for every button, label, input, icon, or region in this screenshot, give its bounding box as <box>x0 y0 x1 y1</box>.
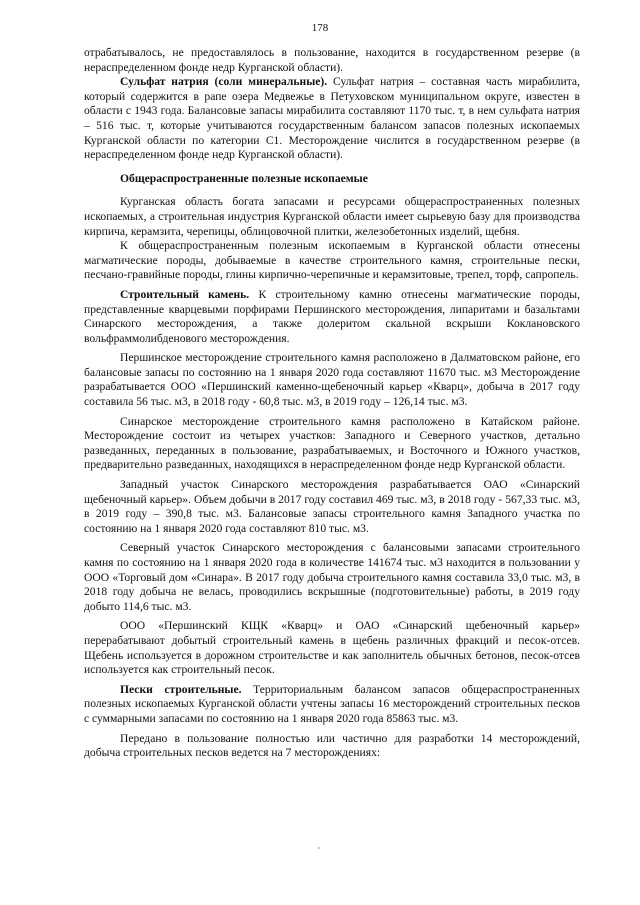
paragraph-sand-extraction: Передано в пользование полностью или частично для разработки 14 месторождений, добыча строительных песков ведется на 7 месторождениях: <box>84 731 580 760</box>
paragraph-text: К строительному камню отнесены магматические породы, представленные кварцевыми порфирами Першинского месторождения, липаритами и базальтами Синарского месторождения, а также долеритом скальной вскрыши Коклановского вольфраммолибденового месторождения. <box>84 287 580 345</box>
page-number: 178 <box>311 22 329 34</box>
paragraph-sinarskoe-deposit: Синарское месторождение строительного камня расположено в Катайском районе. Месторождение состоит из четырех участков: Западного и Северного участков, детально разведанных, переданных в пользование, разрабатываемых, и Восточного и Южного участков, предварительно разведанных, находящихся в нераспределенном фонде недр Курганской области. <box>84 414 580 472</box>
paragraph-northern-section: Северный участок Синарского месторождения с балансовыми запасами строительного камня по состоянию на 1 января 2020 года в количестве 141674 тыс. м3 находится в пользовании у ООО «Торговый дом «Синара». В 2017 году добыча строительного камня составила 33,0 тыс. м3, в 2018 году добыча не велась, проводились вскрышные (подготовительные) работы, в 2019 году добыто 114,6 тыс. м3. <box>84 541 580 613</box>
paragraph-text: Территориальным балансом запасов общераспространенных полезных ископаемых Курганской области учтены запасы 16 месторождений строительных песков с суммарными запасами по состоянию на 1 января 2020 года 85863 тыс. м3. <box>84 682 581 725</box>
paragraph-sodium-sulfate <box>84 75 580 163</box>
paragraph-region-resources: Курганская область богата запасами и ресурсами общераспространенных полезных ископаемых, а строительная индустрия Курганской области имеет сырьевую базу для производства кирпича, керамзита, черепицы, облицовочной плитки, железобетонных изделий, щебня. <box>84 195 580 238</box>
section-heading: Общераспространенные полезные ископаемые <box>120 171 368 185</box>
paragraph-lead: Сульфат натрия (соли минеральные). <box>120 75 328 89</box>
scan-speck <box>318 847 320 849</box>
paragraph-crushed-stone: ООО «Першинский КЩК «Кварц» и ОАО «Синарский щебеночный карьер» перерабатывают добытый строительный камень в щебень различных фракций и песок-отсев. Щебень используется в дорожном строительстве и как заполнитель обычных бетонов, песок-отсев используется как строительный песок. <box>84 619 580 677</box>
paragraph-western-section: Западный участок Синарского месторождения разрабатывается ОАО «Синарский щебеночный карьер». Объем добычи в 2017 году составил 469 тыс. м3, в 2018 году - 567,33 тыс. м3, в 2019 году – 390,8 тыс. м3. Балансовые запасы строительного камня Западного участка по состоянию на 1 января 2020 года составляют 810 тыс. м3. <box>84 478 580 535</box>
paragraph-lead: Пески строительные. <box>120 682 242 696</box>
page-body <box>84 46 580 761</box>
paragraph-lead: Строительный камень. <box>120 287 250 301</box>
paragraph-continued: отрабатывалось, не предоставлялось в пользование, находится в государственном резерве (в нераспределенном фонде недр Курганской области). <box>84 46 580 74</box>
paragraph-building-stone <box>84 288 580 346</box>
paragraph-pershinskoe-deposit: Першинское месторождение строительного камня расположено в Далматовском районе, его балансовые запасы по состоянию на 1 января 2020 года составляют 11670 тыс. м3 Месторождение разрабатывается ООО «Першинский каменно-щебеночный карьер «Кварц», добыча в 2017 году составила 56 тыс. м3, в 2018 году - 60,8 тыс. м3, в 2019 году – 126,14 тыс. м3. <box>84 351 580 409</box>
paragraph-building-sands <box>84 683 580 727</box>
paragraph-mineral-types: К общераспространенным полезным ископаемым в Курганской области отнесены магматические породы, добываемые в качестве строительного камня, строительные пески, песчано-гравийные породы, глины кирпично-черепичные и керамзитовые, трепел, торф, сапропель. <box>84 239 580 282</box>
paragraph-text: Сульфат натрия – составная часть мирабилита, который содержится в рапе озера Медвежье в Петуховском муниципальном округе, известен в области с 1943 года. Балансовые запасы мирабилита составляют 1170 тыс. т, в нем сульфата натрия – 516 тыс. т, которые учитываются государственным балансом запасов полезных ископаемых Курганской области по категории С1. Месторождение числится в государственном резерве (в нераспределенном фонде недр Курганской области). <box>84 75 580 162</box>
